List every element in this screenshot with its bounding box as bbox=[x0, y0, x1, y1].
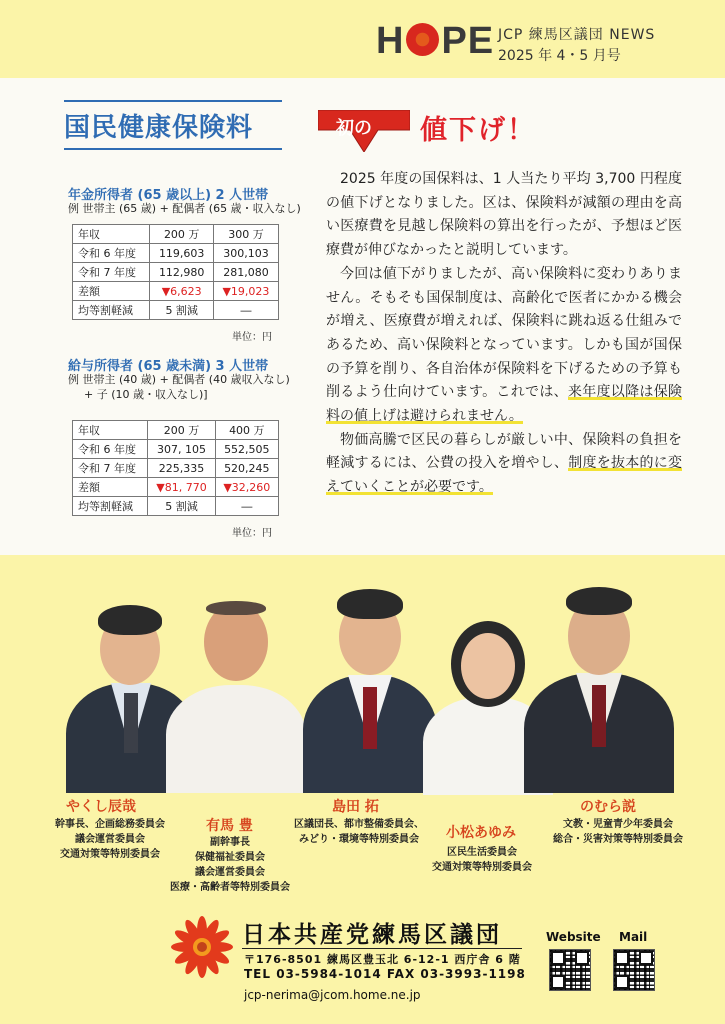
member-name-3: 島田 拓 bbox=[332, 799, 379, 815]
member-photo-2 bbox=[166, 603, 306, 793]
hope-logo: H PE bbox=[376, 20, 495, 62]
table2-subtitle-2: + 子 (10 歳・収入なし)] bbox=[84, 388, 208, 401]
member-name-1: やくし辰哉 bbox=[66, 799, 136, 815]
highlight-text: 来年度以降は保険料の値上げは避けられません。 bbox=[326, 384, 682, 425]
article-paragraph-2: 今回は値下がりましたが、高い保険料に変わりありません。そもそも国保制度は、高齢化で医者にかかる機会が増え、医療費が増えれば、保険料に跳ね返る仕組みであるため、高い保険料となっています。しかも国が国保の予算を削り、各自治体が保険料を下げるための予算も削るよう仕向けています。これでは、来年度以降は保険料の値上げは避けられません。 bbox=[326, 265, 682, 425]
table-row: 差額 ▼81, 770 ▼32,260 bbox=[73, 478, 279, 497]
member-roles-1: 幹事長、企画総務委員会 議会運営委員会 交通対策等特別委員会 bbox=[55, 819, 165, 860]
table2 bbox=[72, 420, 279, 516]
mail-label: Mail bbox=[619, 930, 648, 944]
member-photo-5 bbox=[524, 581, 674, 793]
table-row: 年収 200 万 300 万 bbox=[73, 225, 279, 244]
title-rule-bottom bbox=[64, 148, 282, 150]
member-roles-3: 区議団長、都市整備委員会、 みどり・環境等特別委員会 bbox=[294, 819, 424, 845]
issue-date: 2025 年 4・5 月号 bbox=[498, 48, 621, 64]
table-row: 令和 6 年度 307, 105 552,505 bbox=[73, 440, 279, 459]
member-name-5: のむら説 bbox=[580, 799, 636, 815]
table-row: 差額 ▼6,623 ▼19,023 bbox=[73, 282, 279, 301]
table-row: 令和 6 年度 119,603 300,103 bbox=[73, 244, 279, 263]
table2-subtitle-1: 例 世帯主 (40 歳) + 配偶者 (40 歳収入なし) bbox=[68, 373, 290, 386]
member-roles-4: 区民生活委員会 交通対策等特別委員会 bbox=[432, 847, 532, 873]
table-row: 均等割軽減 5 割減 ― bbox=[73, 301, 279, 320]
org-divider bbox=[242, 948, 522, 949]
article-body bbox=[326, 168, 682, 500]
website-label: Website bbox=[546, 930, 601, 944]
mail-qr-icon[interactable] bbox=[613, 949, 655, 991]
email-address[interactable]: jcp-nerima@jcom.home.ne.jp bbox=[244, 988, 421, 1002]
member-roles-5: 文教・児童青少年委員会 総合・災害対策等特別委員会 bbox=[553, 819, 683, 845]
arrow-label: 初の bbox=[336, 118, 372, 139]
website-qr-icon[interactable] bbox=[549, 949, 591, 991]
header-band bbox=[0, 0, 725, 78]
main-headline: 値下げ！ bbox=[420, 115, 536, 146]
table-row: 令和 7 年度 225,335 520,245 bbox=[73, 459, 279, 478]
highlight-text: 制度を抜本的に変えていくことが必要です。 bbox=[326, 455, 682, 496]
table2-unit: 単位：円 bbox=[232, 528, 272, 539]
member-name-2: 有馬 豊 bbox=[206, 818, 253, 834]
party-flower-icon bbox=[170, 915, 234, 979]
address: 〒176-8501 練馬区豊玉北 6-12-1 西庁舎 6 階 bbox=[244, 953, 521, 966]
phone-fax: TEL 03-5984-1014 FAX 03-3993-1198 bbox=[244, 967, 526, 981]
member-name-4: 小松あゆみ bbox=[446, 825, 516, 841]
topic-title: 国民健康保険料 bbox=[64, 113, 254, 143]
member-photo-3 bbox=[303, 583, 437, 793]
table-row: 年収 200 万 400 万 bbox=[73, 421, 279, 440]
table2-heading: 給与所得者 (65 歳未満) 3 人世帯 bbox=[68, 359, 269, 374]
article-paragraph-1: 2025 年度の国保料は、1 人当たり平均 3,700 円程度の値下げとなりました。区は、保険料が減額の理由を高い医療費を見越し保険料の算出を行ったが、予想ほど医療費が伸びなかったと説明しています。 bbox=[326, 171, 682, 259]
flower-o-icon bbox=[406, 23, 439, 56]
table1-unit: 単位：円 bbox=[232, 332, 272, 343]
member-roles-2: 副幹事長 保健福祉委員会 議会運営委員会 医療・高齢者等特別委員会 bbox=[170, 837, 290, 893]
table1-subtitle: 例 世帯主 (65 歳) + 配偶者 (65 歳・収入なし) bbox=[68, 202, 301, 215]
title-rule-top bbox=[64, 100, 282, 102]
table1 bbox=[72, 224, 279, 320]
table-row: 令和 7 年度 112,980 281,080 bbox=[73, 263, 279, 282]
organization-name: 日本共産党練馬区議団 bbox=[242, 922, 502, 948]
table-row: 均等割軽減 5 割減 ― bbox=[73, 497, 279, 516]
table1-heading: 年金所得者 (65 歳以上) 2 人世帯 bbox=[68, 188, 269, 203]
article-paragraph-3: 物価高騰で区民の暮らしが厳しい中、保険料の負担を軽減するには、公費の投入を増やし、制度を抜本的に変えていくことが必要です。 bbox=[326, 431, 682, 496]
newsletter-title: JCP 練馬区議団 NEWS bbox=[498, 27, 656, 43]
